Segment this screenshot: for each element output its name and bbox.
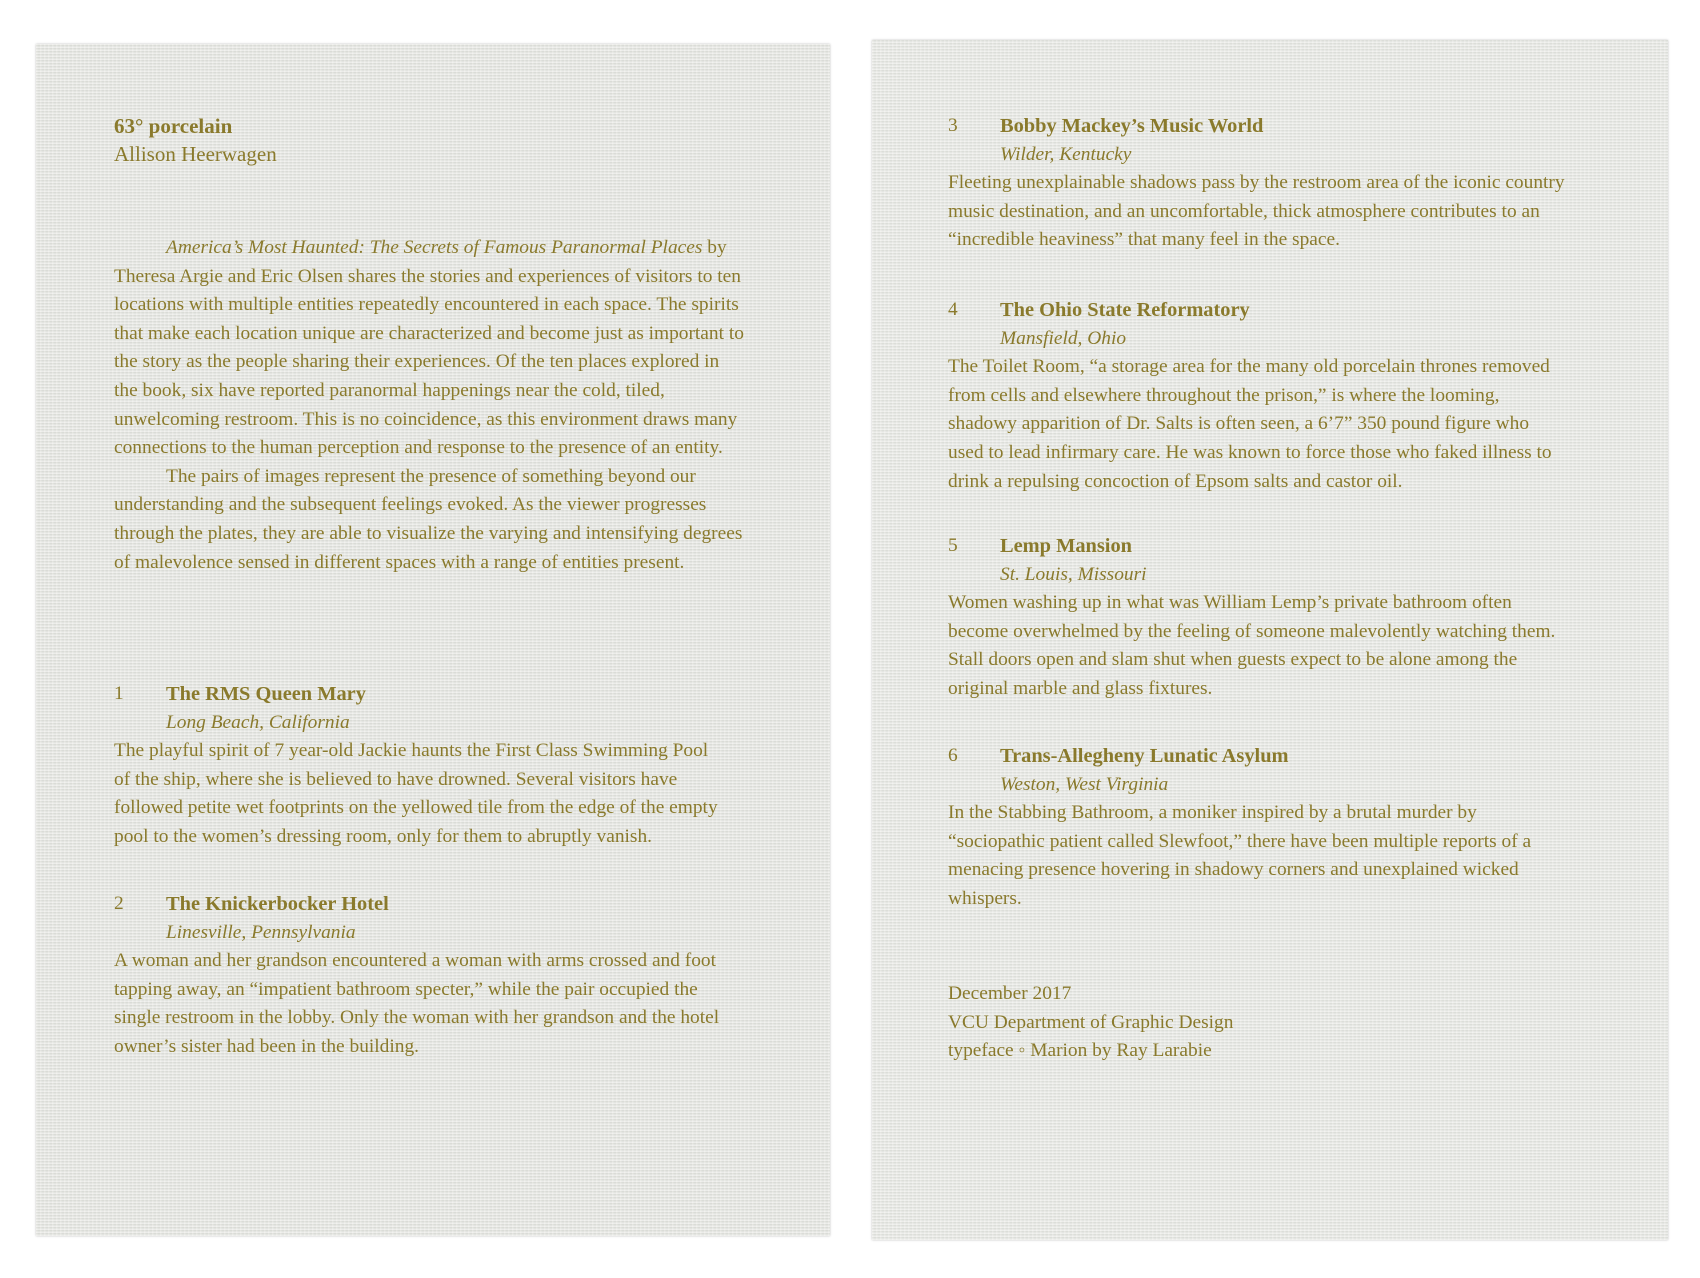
entry-name: The RMS Queen Mary <box>166 683 366 705</box>
entry-3 <box>948 112 1566 255</box>
intro-paragraph-1 <box>114 234 744 463</box>
entry-description: In the Stabbing Bathroom, a moniker inspired by a brutal murder by “sociopathic patient called Slewfoot,” there have been multiple reports of a menacing presence hovering in shadowy corners and unexplained wicked whispers. <box>948 802 1532 909</box>
entry-5 <box>948 532 1573 704</box>
entry-name: Lemp Mansion <box>1000 535 1132 557</box>
entry-name: The Knickerbocker Hotel <box>166 893 389 915</box>
entry-location: Long Beach, California <box>166 711 350 733</box>
entry-number: 3 <box>948 115 958 136</box>
entry-location: Linesville, Pennsylvania <box>166 921 356 943</box>
colophon-date: December 2017 <box>948 983 1072 1004</box>
entry-description: The Toilet Room, “a storage area for the many old porcelain thrones removed from cells and elsewhere throughout the prison,” is where the looming, shadowy apparition of Dr. Salts is often seen, a 6’7” 350 pound figure who used to lead infirmary care. He was known to force those who faked illness to drink a repulsing concoction of Epsom salts and castor oil. <box>948 356 1552 492</box>
colophon-typeface: typeface ◦ Marion by Ray Larabie <box>948 1040 1212 1062</box>
entry-number: 2 <box>114 893 124 914</box>
entry-location: Mansfield, Ohio <box>1000 327 1127 349</box>
entry-number: 5 <box>948 535 958 556</box>
intro-paragraph-1-body: by Theresa Argie and Eric Olsen shares the stories and experiences of visitors to ten locations with multiple entities repeatedly encountered in each space. The spirits that make each location unique are characterized and become just as important to the story as the people sharing their experiences. Of the ten places explored in the book, six have reported paranormal happenings near the cold, tiled, unwelcoming restroom. This is no coincidence, as this environment draws many connections to the human perception and response to the presence of an entity. <box>114 237 744 459</box>
left-card <box>36 44 830 1236</box>
intro-paragraph-2: The pairs of images represent the presence of something beyond our understanding and the subsequent feelings evoked. As the viewer progresses through the plates, they are able to visualize the varying and intensifying degrees of malevolence sensed in different spaces with a range of entities present. <box>114 465 743 573</box>
entry-description: Fleeting unexplainable shadows pass by the restroom area of the iconic country music destination, and an uncomfortable, thick atmosphere contributes to an “incredible heaviness” that many feel in the space. <box>948 172 1565 251</box>
entry-number: 4 <box>948 299 958 320</box>
document-author: Allison Heerwagen <box>114 142 277 166</box>
book-title: America’s Most Haunted: The Secrets of Famous Paranormal Places <box>166 237 703 258</box>
entry-description: A woman and her grandson encountered a woman with arms crossed and foot tapping away, an “impatient bathroom specter,” while the pair occupied the single restroom in the lobby. Only the woman with her grandson and the hotel owner’s sister had been in the building. <box>114 950 720 1057</box>
entry-name: Trans-Allegheny Lunatic Asylum <box>1000 745 1289 767</box>
entry-1 <box>114 680 724 852</box>
entry-location: St. Louis, Missouri <box>1000 563 1147 585</box>
entry-2 <box>114 890 744 1062</box>
entry-6 <box>948 742 1548 914</box>
colophon-department: VCU Department of Graphic Design <box>948 1011 1234 1033</box>
entry-description: Women washing up in what was William Lemp’s private bathroom often become overwhelmed by the feeling of someone malevolently watching them. Stall doors open and slam shut when guests expect to be alone among the original marble and glass fixtures. <box>948 592 1556 699</box>
entry-4 <box>948 296 1566 496</box>
entry-location: Wilder, Kentucky <box>1000 143 1132 165</box>
entry-number: 1 <box>114 683 124 704</box>
entry-name: The Ohio State Reformatory <box>1000 299 1250 321</box>
entry-description: The playful spirit of 7 year-old Jackie haunts the First Class Swimming Pool of the ship, where she is believed to have drowned. Several visitors have followed petite wet footprints on the yellowed tile from the edge of the empty pool to the women’s dressing room, only for them to abruptly vanish. <box>114 740 718 847</box>
entry-number: 6 <box>948 745 958 766</box>
entry-name: Bobby Mackey’s Music World <box>1000 115 1264 137</box>
intro-text <box>114 234 744 577</box>
right-card <box>872 40 1668 1240</box>
entry-location: Weston, West Virginia <box>1000 773 1169 795</box>
document-title: 63° porcelain <box>114 114 233 138</box>
colophon <box>948 980 1233 1066</box>
